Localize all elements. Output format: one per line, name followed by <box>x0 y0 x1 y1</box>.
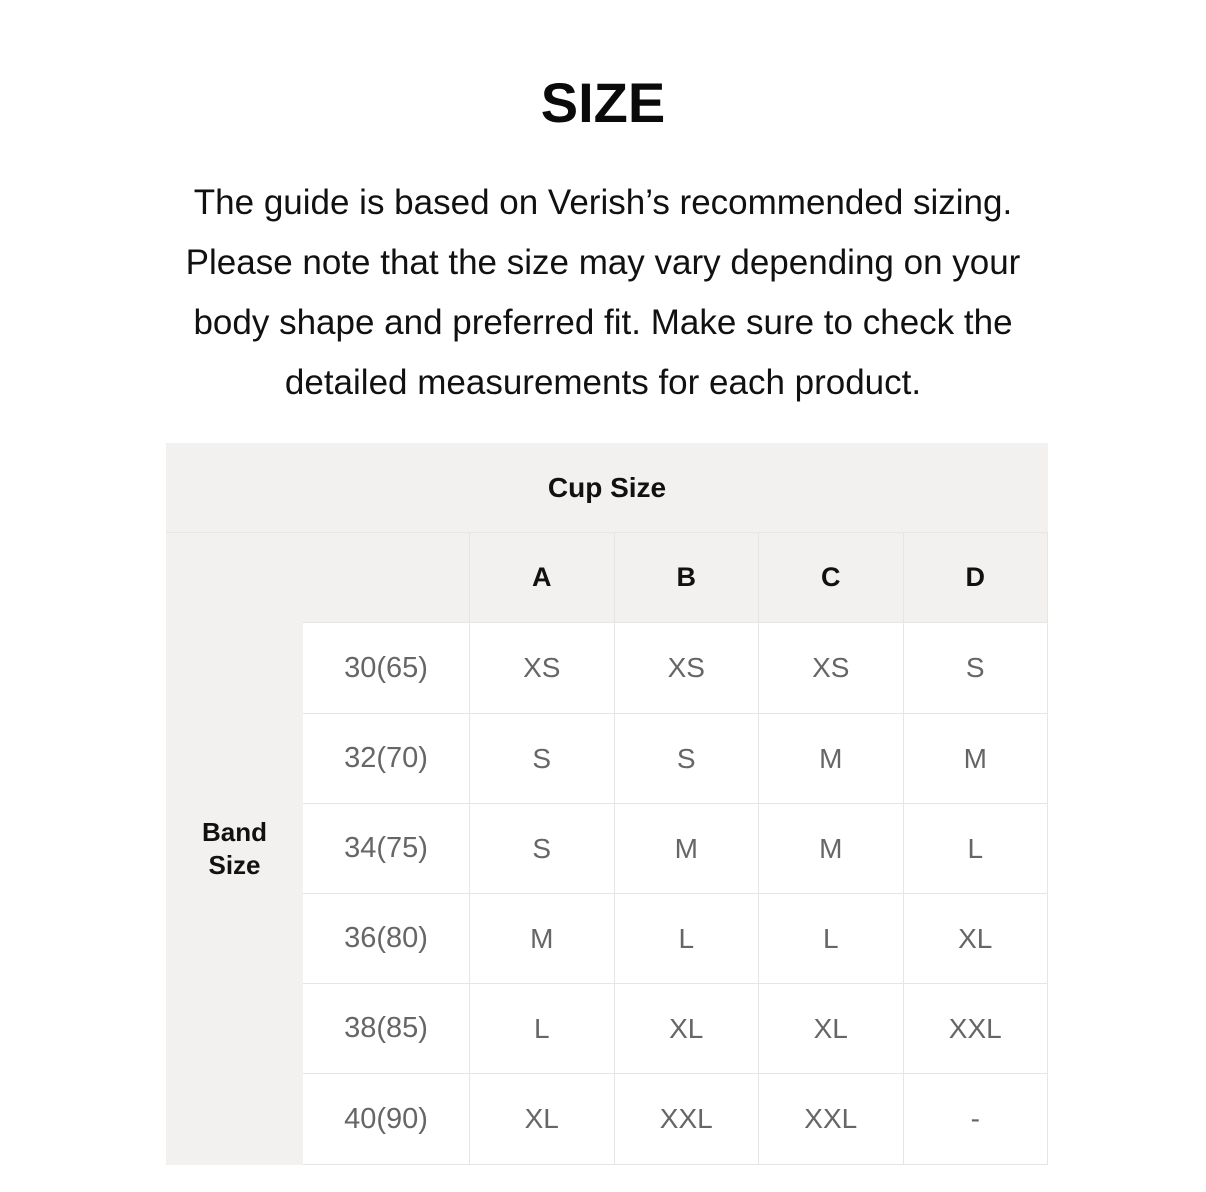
band-size-value: 34(75) <box>303 804 470 894</box>
size-value: XS <box>470 623 615 714</box>
size-value: XL <box>470 1074 615 1165</box>
cup-letter: D <box>904 533 1049 623</box>
size-chart-table <box>166 443 1048 1165</box>
table-row <box>303 804 1048 894</box>
description-line: The guide is based on Verish’s recommended sizing. <box>193 183 1013 222</box>
band-size-value: 30(65) <box>303 623 470 714</box>
band-size-value: 32(70) <box>303 714 470 804</box>
table-row <box>303 1074 1048 1165</box>
band-size-label-line2: Size <box>208 850 261 880</box>
description-line: detailed measurements for each product. <box>284 363 922 402</box>
size-value: S <box>470 804 615 894</box>
cup-letter: A <box>470 533 615 623</box>
size-value: XS <box>759 623 904 714</box>
band-size-value: 38(85) <box>303 984 470 1074</box>
size-value: XXL <box>615 1074 760 1165</box>
size-value: M <box>615 804 760 894</box>
size-value: XXL <box>904 984 1049 1074</box>
size-value: S <box>470 714 615 804</box>
size-value: S <box>615 714 760 804</box>
description-line: body shape and preferred fit. Make sure to check the <box>193 303 1013 342</box>
description-line: Please note that the size may vary depending on your <box>185 243 1021 282</box>
size-value: XL <box>615 984 760 1074</box>
size-value: M <box>759 804 904 894</box>
size-value: M <box>470 894 615 984</box>
size-guide-description <box>140 173 1066 413</box>
table-row <box>303 984 1048 1074</box>
size-grid <box>303 533 1048 1165</box>
size-value: L <box>470 984 615 1074</box>
cup-size-header: Cup Size <box>166 443 1048 533</box>
size-value: XL <box>904 894 1049 984</box>
corner-cell <box>303 533 470 623</box>
size-value: M <box>759 714 904 804</box>
cup-letter: B <box>615 533 760 623</box>
size-value: L <box>759 894 904 984</box>
table-row <box>303 714 1048 804</box>
table-row <box>303 623 1048 714</box>
size-value: M <box>904 714 1049 804</box>
size-value: - <box>904 1074 1049 1165</box>
cup-letter-row <box>303 533 1048 623</box>
cup-letter: C <box>759 533 904 623</box>
size-value: L <box>615 894 760 984</box>
band-size-label-line1: Band <box>202 817 267 847</box>
size-value: XS <box>615 623 760 714</box>
page-title: SIZE <box>540 71 666 134</box>
size-value: L <box>904 804 1049 894</box>
size-value: S <box>904 623 1049 714</box>
size-value: XXL <box>759 1074 904 1165</box>
band-size-header <box>166 533 303 1165</box>
band-size-value: 36(80) <box>303 894 470 984</box>
band-size-value: 40(90) <box>303 1074 470 1165</box>
size-value: XL <box>759 984 904 1074</box>
table-row <box>303 894 1048 984</box>
